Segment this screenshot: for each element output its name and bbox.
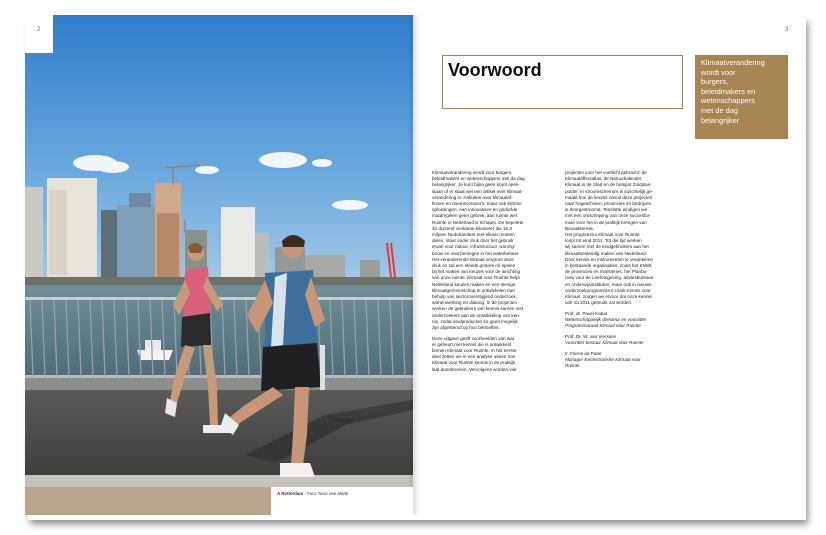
text-line: mule voor het in de praktijk brengen van — [565, 219, 647, 225]
body-paragraph — [432, 170, 557, 331]
text-line: ervan voor natuur, infrastructuur, woning- — [432, 244, 516, 250]
text-line: oplossingen. Aan innovatieve en gedurfde — [432, 207, 518, 213]
body-paragraph — [565, 170, 690, 232]
text-line: de provincies en ministeries, het Planbu- — [565, 269, 648, 275]
page-number-right: 3 — [785, 27, 789, 33]
text-line: en onderwijsinstituten, maar ook in nieuwe — [565, 281, 652, 287]
text-line: klimaatgemeenschap te ontwikkelen met — [432, 287, 515, 293]
sidebar-tagline-line: wetenschappers — [701, 96, 755, 106]
text-line: Nederland keuzes maken en een stevige — [432, 281, 516, 287]
photo-caption — [277, 491, 348, 496]
text-line: klimaatbestendig maken van Nederland. — [565, 250, 647, 256]
text-line: belangrijker. Je kunt bijna geen krant open- — [432, 182, 520, 188]
text-line: zijn afgestemd op hun behoeftes. — [432, 325, 500, 331]
signatory-role: Wetenschappelijk directeur en voorzitter — [565, 317, 647, 323]
text-line: klimaatkennis. — [565, 225, 595, 231]
photo-caption-box — [271, 487, 413, 515]
signature-block — [565, 351, 690, 370]
text-line: Deze uitgave geeft voorbeelden van wat — [432, 335, 514, 341]
body-paragraph — [432, 336, 557, 373]
sidebar-tagline-line: wordt voor — [701, 67, 736, 77]
body-paragraph — [565, 232, 690, 306]
sidebar-tagline-line: belangrijker — [701, 115, 740, 125]
signatory-role: Manager Kennistransfer Klimaat voor — [565, 356, 641, 362]
text-line: van onze ruimte. Klimaat voor Ruimte helpt — [432, 275, 520, 281]
text-line: Het programma Klimaat voor Ruimte — [565, 232, 640, 238]
caption-credit: · Foto: Noor van Marle — [304, 491, 349, 496]
text-line: er gebeurt met kennis die is ontwikkeld — [432, 341, 512, 347]
text-line: wij samen met de eindgebruikers aan het — [565, 244, 649, 250]
text-line: Het veranderende klimaat vergroot deze — [432, 256, 514, 262]
left-page — [25, 15, 413, 515]
signatory-role: Programmaraad Klimaat voor Ruimte — [565, 323, 641, 329]
signature-block — [565, 334, 690, 346]
text-line: Klimaat voor Ruimte kennis in de praktijk — [432, 360, 515, 366]
rotterdam-runners-photo — [25, 15, 413, 515]
sidebar-tagline-line: beleidmakers en — [701, 86, 756, 96]
text-line: miljoen Nederlanders met elkaar moeten — [432, 232, 515, 238]
sidebar-tagline-box — [695, 55, 788, 139]
text-line: reau voor de Leefomgeving, adviesbureaus — [565, 275, 654, 281]
text-line: bouw en voorzieningen in het waterbeheer. — [432, 250, 520, 256]
page-number-box-left — [25, 15, 53, 53]
text-line: Klimaatverandering wordt voor burgers, — [432, 170, 513, 175]
page-number-left: 2 — [37, 27, 41, 33]
signature-block — [565, 311, 690, 330]
sidebar-tagline-line: burgers, — [701, 77, 729, 87]
body-column-2 — [565, 170, 690, 374]
text-line: behulp van sectoroverstijgend onderzoek, — [432, 294, 518, 300]
text-line: verandering in. Artikelen over klimaatef- — [432, 194, 513, 200]
caption-label: A Rotterdam — [277, 491, 304, 496]
text-line: loopt tot eind 2011. Tot die tijd werken — [565, 238, 642, 244]
text-line: nis, zodat eindproducten zo goed mogelijk — [432, 318, 518, 324]
text-line: beleidmakers en wetenschappers met de dag — [432, 176, 525, 182]
title-frame — [442, 55, 683, 109]
text-line: Klimaateffectatlas, de Natuurkalender, — [565, 176, 643, 182]
sidebar-tagline-line: met de dag — [701, 105, 738, 115]
signatory-name: Prof. dr. Pavel Kabat — [565, 310, 608, 316]
signatory-name: Prof. Dr. W. van Vierssen — [565, 333, 617, 339]
right-page — [413, 15, 802, 515]
sidebar-tagline-line: Klimaatverandering — [701, 58, 765, 67]
body-column-1 — [432, 170, 557, 373]
text-line: maakt hoe de kennis vanuit deze projecten — [565, 194, 653, 200]
sidebar-tagline — [701, 58, 785, 125]
text-line: Klimaat, zorgen we ervoor dat onze kennis — [565, 294, 652, 300]
text-line: polder. In stroomschema's is inzichtelijk ge- — [565, 188, 654, 194]
text-line: fecten en doemscenario's, maar ook slimme — [432, 201, 522, 207]
text-line: ook na 2011 gebruikt zal worden. — [565, 300, 633, 306]
text-line: bij het maken van keuzes voor de inrichting — [432, 269, 521, 275]
text-line: is doorgestroomd. Tenslotte eindigen we — [565, 207, 648, 213]
text-line: in bestaande organisaties, zoals het KNMI, — [565, 263, 653, 269]
page-title: Voorwoord — [448, 60, 542, 80]
text-line: deel zetten we in een analyse uiteen hoe — [432, 354, 516, 360]
text-line: Ruimte in Nederland is schaars. De beperkte — [432, 219, 524, 225]
text-line: Klimaat in de Stad en de hotspot Zuidplas- — [565, 182, 652, 188]
text-line: werken de gebruikers van kennis samen met — [432, 306, 524, 312]
text-line: laat doorstromen. Vervolgens worden vier — [432, 366, 517, 372]
text-line: druk en zal een steeds grotere rol spelen — [432, 263, 516, 269]
text-line: projecten voor het voetlicht gebracht: de — [565, 170, 647, 175]
text-line: samenwerking en dialoog. In de projecten — [432, 300, 518, 306]
text-line: slaan of er staat wel een artikel over klimaat- — [432, 188, 523, 194]
text-line: Door kennis en instrumenten te verankeren — [565, 256, 654, 262]
text-line: onderzoekers aan de ontwikkeling van ken- — [432, 312, 521, 318]
text-line: delen, staat onder druk door het gebruik — [432, 238, 514, 244]
text-line: 42 duizend vierkante kilometer die 16,3 — [432, 225, 512, 231]
text-line: binnen Klimaat voor Ruimte. In het eerste — [432, 348, 517, 354]
signatory-role: Voorzitter bestuur Klimaat voor Ruimte — [565, 340, 644, 346]
text-line: met een omschrijving van onze succesfor- — [565, 213, 651, 219]
text-line: maatregelen geen gebrek, aan ruimte wel. — [432, 213, 519, 219]
text-line: onderzoekprogramma's zoals Kennis voor — [565, 287, 651, 293]
signatory-name: Ir. Florrie de Pater — [565, 350, 602, 356]
text-line: naar hogescholen, provincies en bedrijven — [565, 201, 652, 207]
signatory-role: Ruimte — [565, 363, 580, 369]
